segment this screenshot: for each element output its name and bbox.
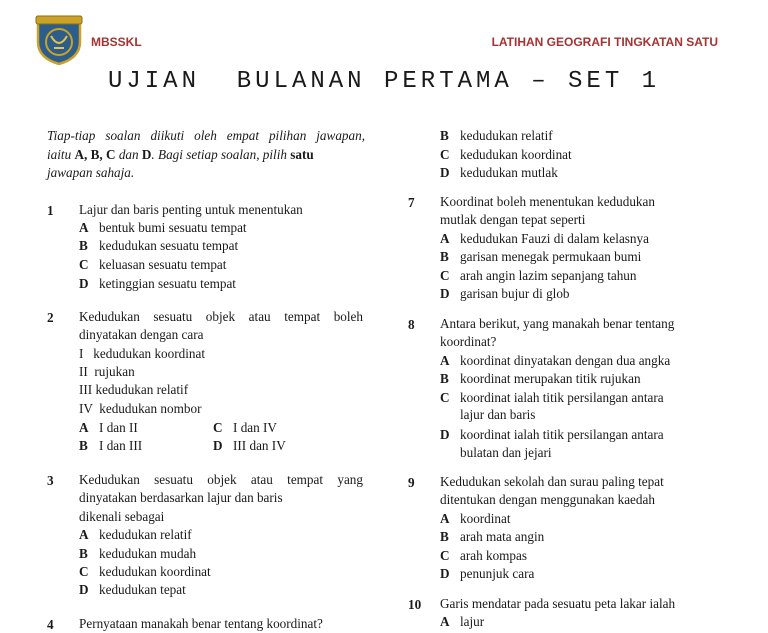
question-number: 9	[408, 475, 415, 490]
option-b: B I dan III	[79, 438, 143, 453]
option-c: C koordinat ialah titik persilangan antara	[440, 390, 664, 405]
option-c: C keluasan sesuatu tempat	[79, 257, 227, 272]
option-b: B kedudukan relatif	[440, 128, 553, 143]
option-a: A bentuk bumi sesuatu tempat	[79, 220, 247, 235]
option-a: A I dan II	[79, 420, 138, 435]
option-d: D III dan IV	[213, 438, 286, 453]
question-stem: dinyatakan berdasarkan lajur dan baris	[79, 490, 283, 505]
option-d-continued: bulatan dan jejari	[460, 445, 552, 460]
option-b: B kedudukan mudah	[79, 546, 197, 561]
school-crest-icon	[34, 14, 84, 66]
question-number: 3	[47, 473, 54, 488]
question-number: 1	[47, 203, 54, 218]
option-a: A lajur	[440, 614, 485, 629]
question-number: 2	[47, 310, 54, 325]
question-stem: ditentukan dengan menggunakan kaedah	[440, 492, 655, 507]
option-b: B arah mata angin	[440, 529, 545, 544]
course-title: LATIHAN GEOGRAFI TINGKATAN SATU	[491, 35, 718, 49]
instructions-line2: iaitu A, B, C dan D. Bagi setiap soalan, pilih satu	[47, 147, 314, 162]
roman-item: I kedudukan koordinat	[79, 346, 205, 361]
question-stem: Kedudukan sesuatu objek atau tempat boleh	[79, 309, 363, 324]
question-stem: Kedudukan sesuatu objek atau tempat yang	[79, 472, 363, 487]
option-d: D koordinat ialah titik persilangan antara	[440, 427, 664, 442]
instructions-line3: jawapan sahaja.	[47, 165, 135, 180]
question-stem: Koordinat boleh menentukan kedudukan	[440, 194, 655, 209]
question-number: 10	[408, 597, 422, 612]
option-a: A koordinat	[440, 511, 511, 526]
option-a: A koordinat dinyatakan dengan dua angka	[440, 353, 671, 368]
roman-item: IV kedudukan nombor	[79, 401, 202, 416]
option-d: D penunjuk cara	[440, 566, 535, 581]
option-c: C kedudukan koordinat	[79, 564, 211, 579]
question-stem: Pernyataan manakah benar tentang koordinat?	[79, 616, 323, 631]
option-a: A kedudukan relatif	[79, 527, 192, 542]
option-c: C kedudukan koordinat	[440, 147, 572, 162]
option-d: D kedudukan tepat	[79, 582, 186, 597]
option-c: C arah kompas	[440, 548, 528, 563]
option-b: B koordinat merupakan titik rujukan	[440, 371, 641, 386]
question-stem: dikenali sebagai	[79, 509, 165, 524]
roman-item: II rujukan	[79, 364, 135, 379]
roman-item: III kedudukan relatif	[79, 382, 189, 397]
question-stem: Garis mendatar pada sesuatu peta lakar ialah	[440, 596, 676, 611]
option-c: C I dan IV	[213, 420, 277, 435]
question-stem: Antara berikut, yang manakah benar tentang	[440, 316, 675, 331]
option-c-continued: lajur dan baris	[460, 407, 536, 422]
question-stem: Kedudukan sekolah dan surau paling tepat	[440, 474, 664, 489]
question-stem: mutlak dengan tepat seperti	[440, 212, 586, 227]
option-c: C arah angin lazim sepanjang tahun	[440, 268, 637, 283]
question-number: 4	[47, 617, 54, 632]
question-stem: Lajur dan baris penting untuk menentukan	[79, 202, 303, 217]
option-b: B garisan menegak permukaan bumi	[440, 249, 642, 264]
instructions-line1: Tiap-tiap soalan diikuti oleh empat pilihan jawapan,	[47, 128, 365, 143]
question-stem: dinyatakan dengan cara	[79, 327, 204, 342]
option-a: A kedudukan Fauzi di dalam kelasnya	[440, 231, 649, 246]
option-b: B kedudukan sesuatu tempat	[79, 238, 239, 253]
option-d: D kedudukan mutlak	[440, 165, 558, 180]
option-d: D ketinggian sesuatu tempat	[79, 276, 236, 291]
question-stem: koordinat?	[440, 334, 497, 349]
school-name: MBSSKL	[91, 35, 142, 49]
page-title: UJIAN BULANAN PERTAMA – SET 1	[107, 68, 661, 95]
question-number: 7	[408, 195, 415, 210]
question-number: 8	[408, 317, 415, 332]
option-d: D garisan bujur di glob	[440, 286, 570, 301]
school-logo	[34, 14, 84, 66]
